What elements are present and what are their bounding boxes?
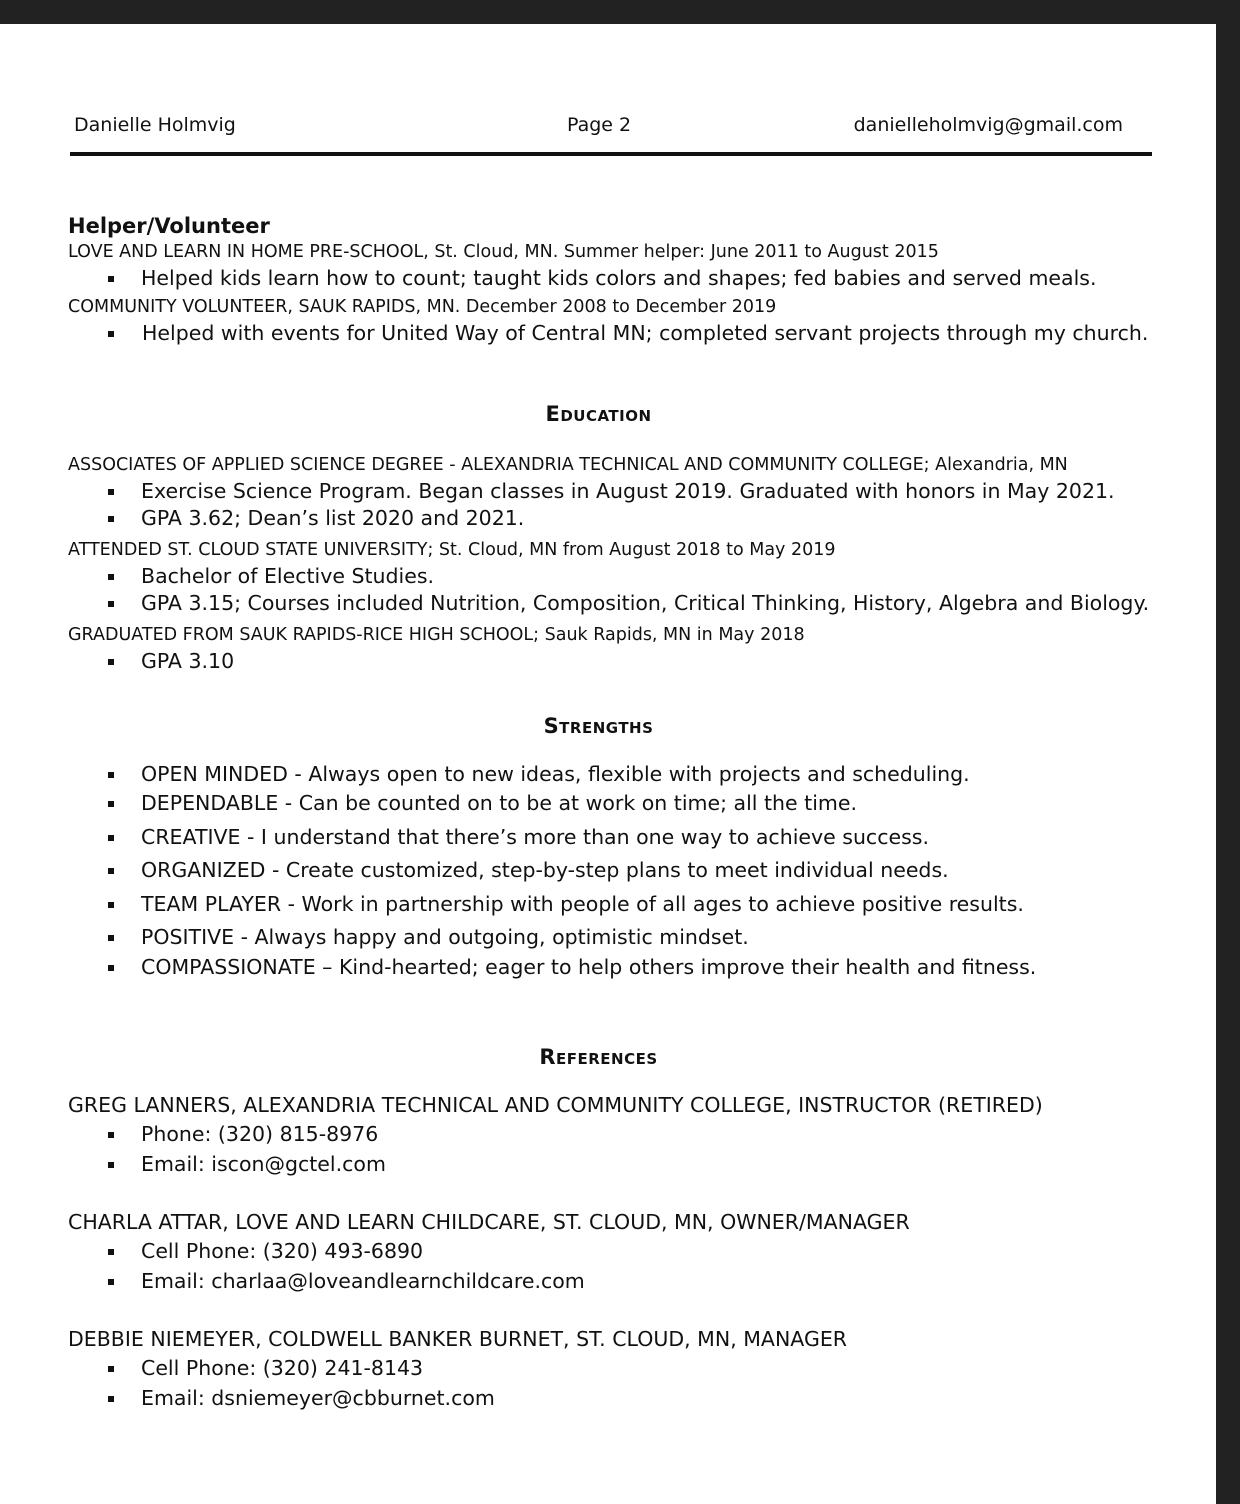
volunteer-title: Helper/Volunteer [68,214,270,238]
reference-heading: DEBBIE NIEMEYER, COLDWELL BANKER BURNET, ST. CLOUD, MN, MANAGER [68,1327,848,1351]
bullet-square-icon [108,574,114,580]
viewer-right-bar [1216,0,1240,1504]
bullet-square-icon [108,1396,114,1402]
viewer-top-bar [0,0,1240,24]
resume-page: Danielle Holmvig Page 2 danielleholmvig@gmail.com Helper/Volunteer LOVE AND LEARN IN HOME PRE-SCHOOL, St. Cloud, MN. Summer helper: June 2011 to August 2015 Helped kids learn how to count; taught kids colors and shapes; fed babies and served meals. COMMUNITY VOLUNTEER, SAUK RAPIDS, MN. December 2008 to December 2019 Helped with events for United Way of Central MN; completed servant projects through my church. Education ASSOCIATES OF APPLIED SCIENCE DEGREE - ALEXANDRIA TECHNICAL AND COMMUNITY COLLEGE; Alexandria, MN Exercise Science Program. Began classes in August 2019. Graduated with honors in May 2021. GPA 3.62; Dean’s list 2020 and 2021. ATTENDED ST. CLOUD STATE UNIVERSITY; St. Cloud, MN from August 2018 to May 2019 Bachelor of Elective Studies. GPA 3.15; Courses included Nutrition, Composition, Critical Thinking, History, Algebra and Biology. GRADUATED FROM SAUK RAPIDS-RICE HIGH SCHOOL; Sauk Rapids, MN in May 2018 GPA 3.10 Strengths OPEN MINDED - Always open to new ideas, flexible with projects and scheduling. DEPENDABLE - Can be counted on to be at work on time; all the time. CREATIVE - I understand that there’s more than one way to achieve success. ORGANIZED - Create customized, step-by-step plans to meet individual needs. TEAM PLAYER - Work in partnership with people of all ages to achieve positive results. POSITIVE - Always happy and outgoing, optimistic mindset. COMPASSIONATE – Kind-hearted; eager to help others improve their health and fitness. References GREG LANNERS, ALEXANDRIA TECHNICAL AND COMMUNITY COLLEGE, INSTRUCTOR (RETIRED) Phone: (320) 815-8976 Email: iscon@gctel.com CHARLA ATTAR, LOVE AND LEARN CHILDCARE, ST. CLOUD, MN, OWNER/MANAGER Cell Phone: (320) 493-6890 Email: charlaa@loveandlearnchildcare.com DEBBIE NIEMEYER, COLDWELL BANKER BURNET, ST. CLOUD, MN, MANAGER Cell Phone: (320) 241-8143 Email: dsniemeyer@cbburnet.com [0,24,1216,1504]
education-entry-heading: GRADUATED FROM SAUK RAPIDS-RICE HIGH SCHOOL; Sauk Rapids, MN in May 2018 [68,625,805,645]
education-entry-heading: ASSOCIATES OF APPLIED SCIENCE DEGREE - ALEXANDRIA TECHNICAL AND COMMUNITY COLLEGE; Alexandria, MN [68,455,1068,475]
bullet-square-icon [108,1162,114,1168]
bullet-square-icon [108,935,114,941]
bullet-square-icon [108,331,114,337]
education-entry-heading: ATTENDED ST. CLOUD STATE UNIVERSITY; St. Cloud, MN from August 2018 to May 2019 [68,540,836,560]
bullet-square-icon [108,835,114,841]
header-page-number: Page 2 [567,114,632,136]
bullet-square-icon [108,1366,114,1372]
bullet-square-icon [108,489,114,495]
bullet-square-icon [108,1279,114,1285]
header-divider [70,152,1152,156]
bullet-square-icon [108,276,114,282]
reference-heading: CHARLA ATTAR, LOVE AND LEARN CHILDCARE, ST. CLOUD, MN, OWNER/MANAGER [68,1210,910,1234]
bullet-square-icon [108,965,114,971]
bullet-square-icon [108,1249,114,1255]
bullet-square-icon [108,516,114,522]
header-email: danielleholmvig@gmail.com [853,114,1123,136]
education-title: Education [545,402,652,426]
bullet-square-icon [108,659,114,665]
bullet-square-icon [108,801,114,807]
strengths-title: Strengths [543,714,654,738]
bullet-square-icon [108,1132,114,1138]
bullet-square-icon [108,868,114,874]
bullet-square-icon [108,902,114,908]
bullet-square-icon [108,601,114,607]
bullet-square-icon [108,772,114,778]
header-name: Danielle Holmvig [74,114,236,136]
volunteer-entry-heading: LOVE AND LEARN IN HOME PRE-SCHOOL, St. Cloud, MN. Summer helper: June 2011 to August 2015 [68,242,939,262]
volunteer-entry-heading: COMMUNITY VOLUNTEER, SAUK RAPIDS, MN. December 2008 to December 2019 [68,297,777,317]
reference-heading: GREG LANNERS, ALEXANDRIA TECHNICAL AND COMMUNITY COLLEGE, INSTRUCTOR (RETIRED) [68,1093,1043,1117]
references-title: References [539,1045,658,1069]
